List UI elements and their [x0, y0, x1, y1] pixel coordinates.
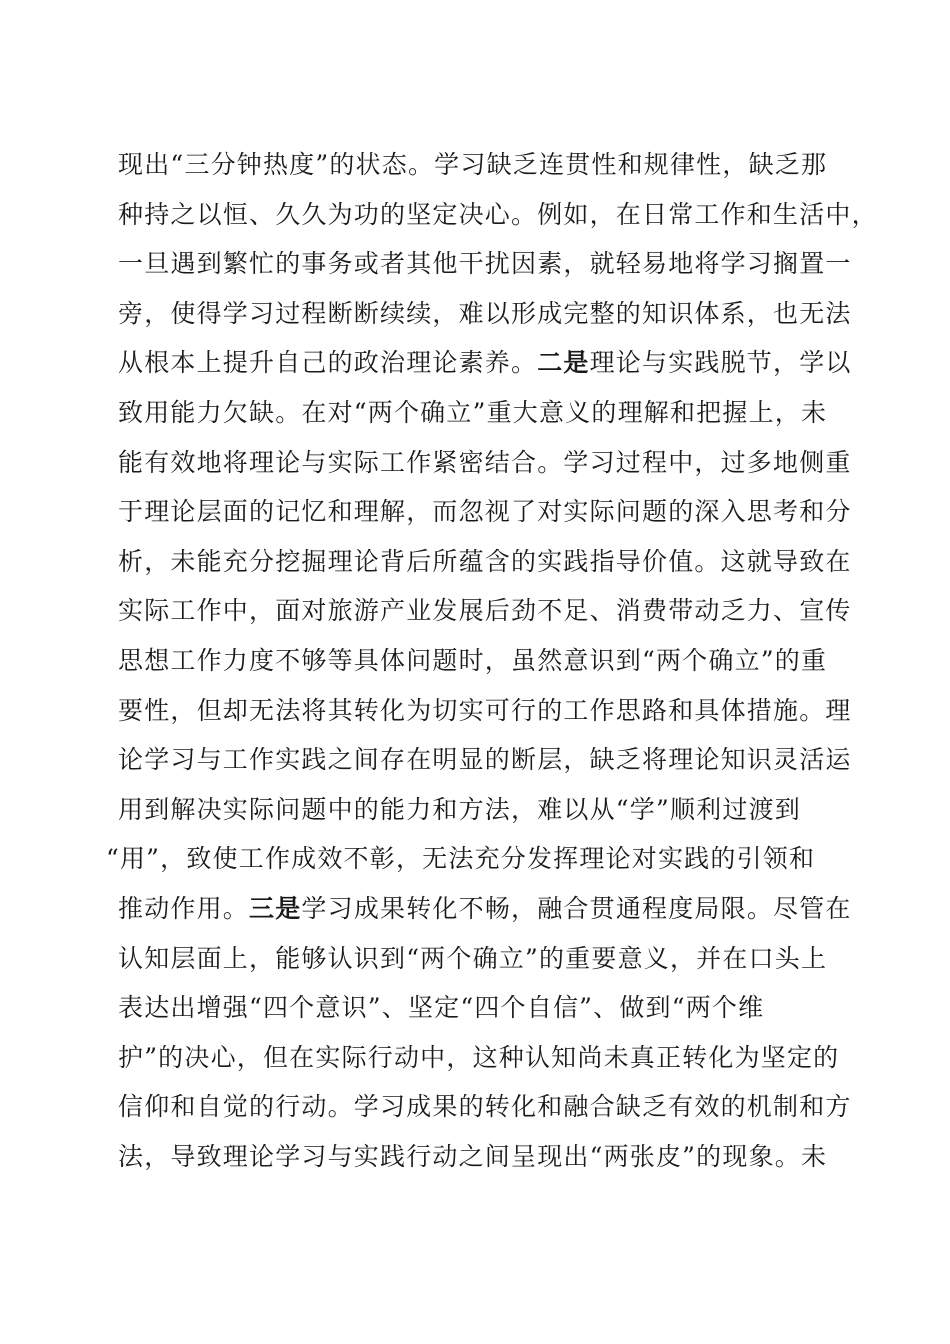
- text-line: [118, 338, 852, 388]
- text-line: 致用能力欠缺。在对“两个确立”重大意义的理解和把握上，未: [118, 397, 828, 427]
- text-line: [118, 884, 852, 934]
- text-run: 理论与实践脱节，学以: [589, 348, 852, 378]
- text-line: 信仰和自觉的行动。学习成果的转化和融合缺乏有效的机制和方: [118, 1092, 852, 1122]
- bold-marker-three: 三是: [249, 893, 302, 923]
- text-line: 一旦遇到繁忙的事务或者其他干扰因素，就轻易地将学习搁置一: [118, 249, 852, 279]
- text-run: 从根本上提升自己的政治理论素养。: [118, 348, 538, 378]
- text-line: 析，未能充分挖掘理论背后所蕴含的实践指导价值。这就导致在: [118, 546, 852, 576]
- text-line: 思想工作力度不够等具体问题时，虽然意识到“两个确立”的重: [118, 645, 828, 675]
- text-line: 认知层面上，能够认识到“两个确立”的重要意义，并在口头上: [118, 943, 828, 973]
- text-line: 能有效地将理论与实际工作紧密结合。学习过程中，过多地侧重: [118, 447, 852, 477]
- text-line: 用到解决实际问题中的能力和方法，难以从“学”顺利过渡到: [118, 794, 801, 824]
- text-line: 要性，但却无法将其转化为切实可行的工作思路和具体措施。理: [118, 695, 852, 725]
- text-line: 论学习与工作实践之间存在明显的断层，缺乏将理论知识灵活运: [118, 745, 852, 775]
- text-line: 种持之以恒、久久为功的坚定决心。例如，在日常工作和生活中，: [118, 199, 878, 229]
- text-run: 推动作用。: [118, 893, 250, 923]
- bold-marker-two: 二是: [537, 348, 590, 378]
- text-line: 护”的决心，但在实际行动中，这种认知尚未真正转化为坚定的: [118, 1042, 840, 1072]
- text-line: 实际工作中，面对旅游产业发展后劲不足、消费带动乏力、宣传: [118, 596, 852, 626]
- body-text: [106, 140, 878, 1181]
- text-line: 法，导致理论学习与实践行动之间呈现出“两张皮”的现象。未: [118, 1141, 828, 1171]
- text-run: 学习成果转化不畅，融合贯通程度局限。尽管在: [301, 893, 852, 923]
- text-line: 现出“三分钟热度”的状态。学习缺乏连贯性和规律性，缺乏那: [118, 150, 828, 179]
- text-line: “用”，致使工作成效不彰，无法充分发挥理论对实践的引领和: [106, 844, 816, 874]
- text-line: 于理论层面的记忆和理解，而忽视了对实际问题的深入思考和分: [118, 497, 852, 527]
- text-line: 表达出增强“四个意识”、坚定“四个自信”、做到“两个维: [118, 993, 765, 1023]
- text-line: 旁，使得学习过程断断续续，难以形成完整的知识体系，也无法: [118, 298, 852, 328]
